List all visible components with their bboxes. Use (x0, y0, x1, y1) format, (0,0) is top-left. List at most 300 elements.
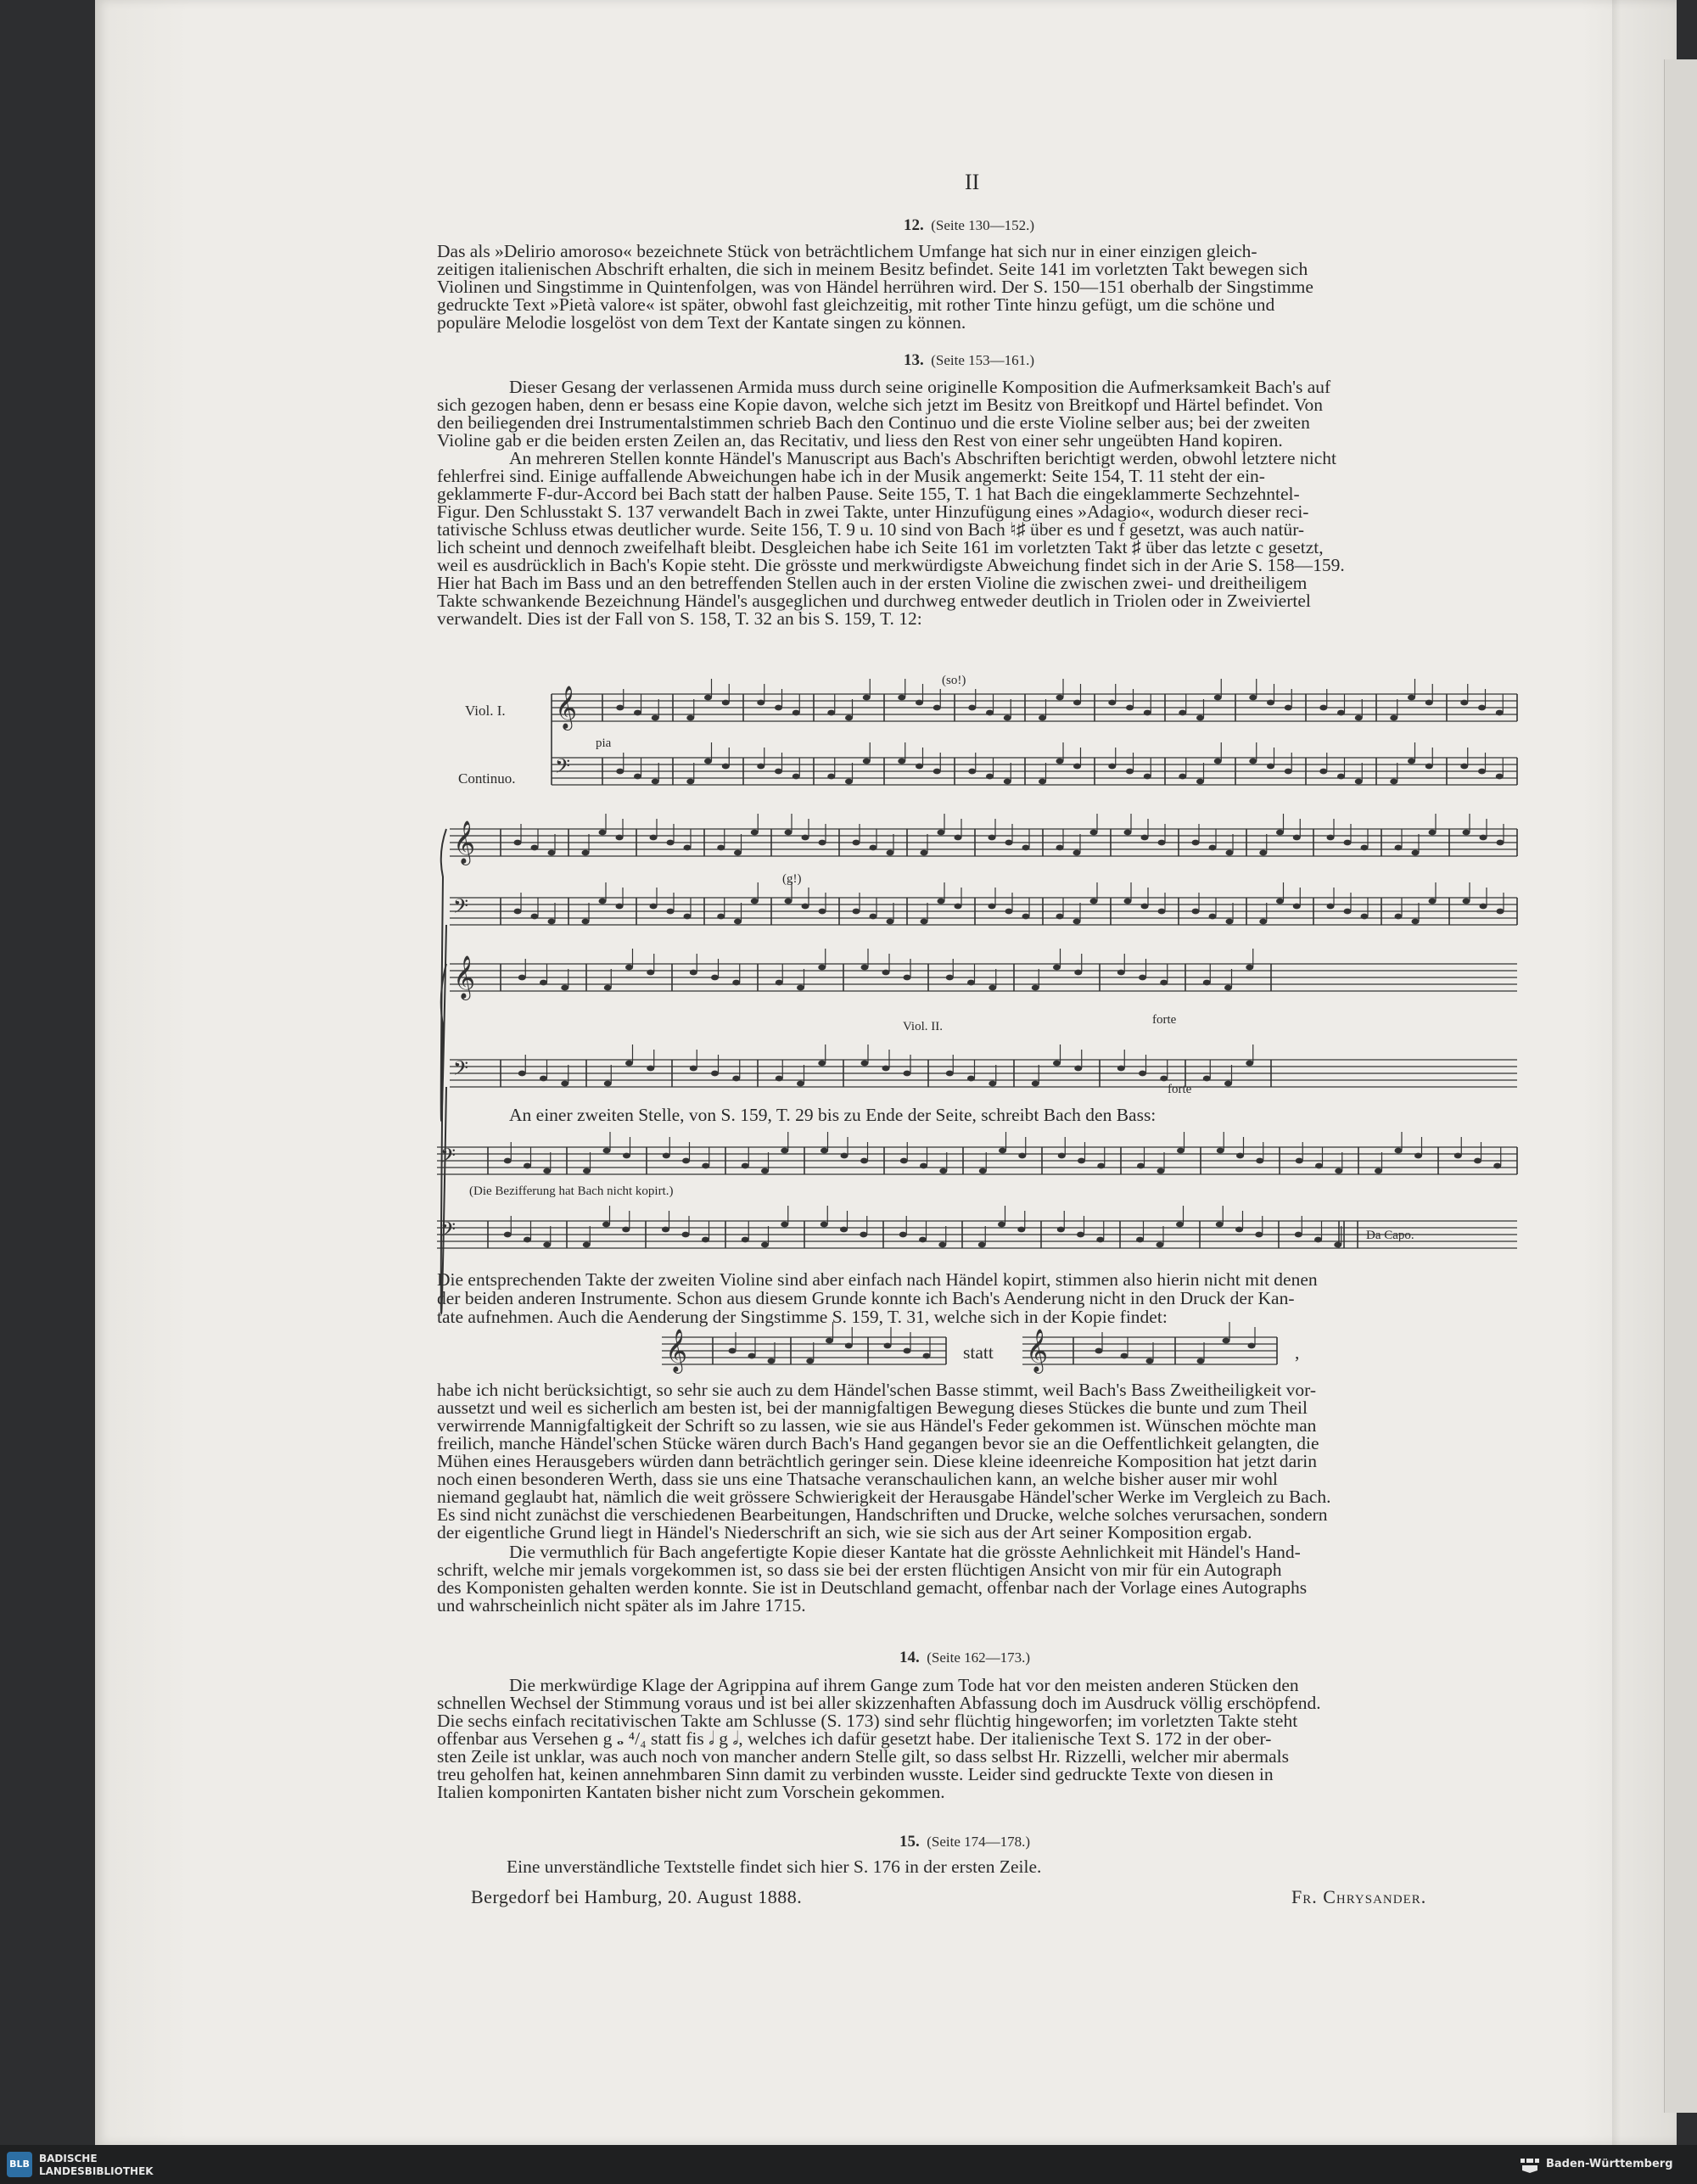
note-head (1073, 764, 1081, 770)
bass-clef: 𝄢 (453, 894, 469, 922)
note-head (1296, 1158, 1303, 1164)
paragraph-line: An mehreren Stellen konnte Händel's Manuscript aus Bach's Abschriften berichtigt werden, obwohl letztere nicht (509, 448, 1336, 468)
note-head (757, 764, 764, 770)
paragraph-line: den beiliegenden drei Instrumentalstimmen schrieb Bach den Continuo und die erste Violine selber aus; bei der zweiten (437, 412, 1310, 433)
note-head (861, 1061, 869, 1067)
note-head (1176, 1222, 1184, 1228)
note-head (1429, 830, 1437, 836)
note-head (514, 840, 522, 846)
paragraph-line: Das als »Delirio amoroso« bezeichnete Stück von beträchtlichem Umfange hat sich nur in einer einzigen gleich- (437, 241, 1257, 261)
note-head (1124, 899, 1132, 904)
note-head (1058, 1153, 1066, 1159)
note-head (904, 1071, 911, 1077)
note-head (514, 909, 522, 915)
note-head (1117, 1066, 1125, 1072)
note-head (761, 1168, 769, 1174)
note-head (820, 1222, 828, 1228)
note-head (1005, 840, 1013, 846)
note-head (1004, 715, 1011, 721)
paragraph-line: schrift, welche mir jemals vorgekommen ist, so dass sie bei der ersten flüchtigen Ansicht von mir für ein Autograph (437, 1560, 1282, 1580)
note-head (1090, 899, 1098, 904)
note-head (863, 695, 871, 701)
paragraph-line: Es sind nicht zunächst die verschiedenen Bearbeitungen, Handschriften und Drucke, welche solches verursachen, sondern (437, 1504, 1328, 1525)
note-head (1236, 1153, 1244, 1159)
note-head (748, 1353, 756, 1359)
note-head (978, 1242, 986, 1248)
note-head (1235, 1227, 1243, 1233)
note-head (1158, 909, 1166, 915)
note-head (732, 1076, 740, 1082)
paragraph-line: Eine unverständliche Textstelle findet sich hier S. 176 in der ersten Zeile. (507, 1856, 1042, 1877)
note-head (785, 899, 792, 904)
note-head (967, 980, 975, 986)
note-head (1108, 700, 1116, 706)
viol2-label: Viol. II. (903, 1020, 944, 1033)
note-head (845, 1343, 853, 1349)
note-head (1425, 764, 1433, 770)
continuo-label: Continuo. (458, 770, 516, 787)
note-head (861, 965, 869, 971)
example-comma: , (1295, 1342, 1300, 1363)
note-head (916, 764, 923, 770)
note-head (1293, 835, 1301, 841)
note-head (531, 914, 539, 920)
note-head (898, 695, 905, 701)
note-head (899, 1232, 907, 1238)
note-head (1177, 1148, 1185, 1154)
note-head (939, 1168, 947, 1174)
note-head (531, 845, 539, 851)
note-head (1117, 970, 1125, 976)
note-head (819, 909, 826, 915)
note-head (1017, 1227, 1025, 1233)
paragraph-line: niemand geglaubt hat, nämlich die weit grössere Schwierigkeit der Herausgabe Händel'scher Werke im Vergleich zu Bach. (437, 1487, 1331, 1507)
note-head (1137, 1163, 1145, 1169)
note-head (751, 899, 759, 904)
paragraph-line: lich scheint und dennoch zweifelhaft bleibt. Desgleichen habe ich Seite 161 im vorletzten Takt ♯ über das letzte c gesetzt, (437, 537, 1324, 557)
note-head (1056, 759, 1064, 764)
note-head (761, 1242, 769, 1248)
note-head (504, 1158, 512, 1164)
note-head (1126, 705, 1134, 711)
paragraph-line: freilich, manche Händel'schen Stücke wären durch Bach's Hand gegangen bevor sie an die Oeffentlichkeit gelangten, die (437, 1433, 1319, 1453)
note-head (1375, 1168, 1382, 1174)
note-head (751, 830, 759, 836)
note-head (870, 845, 877, 851)
note-head (882, 970, 890, 976)
paragraph-line: Die merkwürdige Klage der Agrippina auf ihrem Gange zum Tode hat vor den meisten anderen Stücken den (509, 1675, 1299, 1695)
note-head (1255, 1232, 1263, 1238)
note-head (690, 970, 697, 976)
note-head (1022, 914, 1030, 920)
note-head (1425, 700, 1433, 706)
note-head (548, 850, 556, 856)
paragraph-line: noch einen besonderen Werth, dass sie uns eine Thatsache veranschaulichen kann, an welche bisher auser mir wohl (437, 1469, 1278, 1489)
bass-clef: 𝄢 (440, 1144, 456, 1172)
note-head (1197, 1358, 1205, 1364)
note-head (682, 1158, 690, 1164)
note-head (775, 705, 782, 711)
note-head (647, 970, 654, 976)
paragraph-line: Hier hat Bach im Bass und an den betreffenden Stellen auch in der ersten Violine die zwischen zwei- und dreitheiligem (437, 573, 1308, 593)
note-head (1334, 1242, 1341, 1248)
note-head (647, 1066, 654, 1072)
note-head (1480, 904, 1487, 910)
note-head (870, 914, 877, 920)
note-head (860, 1232, 867, 1238)
note-head (827, 710, 835, 716)
note-head (785, 830, 792, 836)
section-number: 12. (904, 216, 924, 234)
note-head (1496, 710, 1504, 716)
note-head (938, 830, 945, 836)
note-head (792, 710, 800, 716)
note-head (686, 779, 694, 785)
paragraph-line: Dieser Gesang der verlassenen Armida muss durch seine originelle Komposition die Aufmerksamkeit Bach's auf (509, 377, 1331, 397)
note-head (1096, 1237, 1104, 1243)
note-head (625, 965, 633, 971)
note-head (1157, 1168, 1165, 1174)
note-head (938, 899, 945, 904)
note-head (884, 1343, 892, 1349)
note-head (1497, 909, 1504, 915)
note-head (1497, 840, 1504, 846)
section-number: 13. (904, 351, 924, 369)
note-head (1179, 774, 1186, 780)
paragraph-line: der beiden anderen Instrumente. Schon aus diesem Grunde konnte ich Bach's Aenderung nicht in den Druck der Kan- (437, 1288, 1295, 1308)
note-head (1355, 779, 1363, 785)
note-head (616, 904, 624, 910)
note-head (1256, 1158, 1263, 1164)
note-head (1121, 1353, 1129, 1359)
treble-clef: 𝄞 (453, 820, 476, 864)
note-head (1319, 705, 1327, 711)
note-head (920, 1163, 927, 1169)
note-head (717, 845, 725, 851)
note-head (583, 1168, 591, 1174)
partner-name: Baden-Württemberg (1546, 2158, 1673, 2170)
note-head (1039, 779, 1046, 785)
paragraph-line: treu geholfen hat, keinen annehmbaren Sinn damit zu verbinden wusste. Leider sind gedruckte Texte von diesen in (437, 1764, 1274, 1784)
note-head (704, 695, 712, 701)
note-head (1073, 700, 1081, 706)
note-head (1141, 835, 1149, 841)
note-head (863, 759, 871, 764)
note-head (1053, 965, 1061, 971)
note-head (1474, 1158, 1481, 1164)
note-head (604, 985, 612, 991)
note-head (1056, 845, 1064, 851)
note-head (921, 919, 928, 925)
note-head (1276, 830, 1284, 836)
note-head (732, 980, 740, 986)
note-head (616, 769, 624, 775)
dynamic-pia: pia (596, 736, 612, 750)
note-head (1408, 695, 1415, 701)
note-head (1337, 710, 1345, 716)
page-number: II (965, 170, 980, 194)
note-head (722, 764, 730, 770)
note-head (1395, 845, 1403, 851)
note-head (1005, 909, 1013, 915)
note-head (1344, 840, 1352, 846)
note-head (827, 774, 835, 780)
paragraph-line: sich gezogen haben, denn er besass eine Kopie davon, welche sich jetzt im Besitz von Breitkopf und Härtel befindet. Von (437, 395, 1324, 415)
note-head (1285, 705, 1292, 711)
note-head (1214, 695, 1222, 701)
note-head (1216, 1222, 1224, 1228)
paragraph-line: Die entsprechenden Takte der zweiten Violine sind aber einfach nach Händel kopirt, stimmen also hierin nicht mit denen (437, 1269, 1318, 1290)
note-head (1355, 715, 1363, 721)
note-head (702, 1237, 709, 1243)
note-head (1259, 919, 1267, 925)
note-head (819, 840, 826, 846)
note-head (887, 919, 894, 925)
note-head (582, 919, 590, 925)
note-head (820, 1148, 828, 1154)
note-head (1390, 779, 1397, 785)
note-head (1192, 909, 1200, 915)
note-head (845, 715, 853, 721)
note-head (1073, 919, 1081, 925)
note-head (1454, 1153, 1462, 1159)
note-head (986, 774, 994, 780)
note-head (1039, 715, 1046, 721)
note-head (933, 705, 941, 711)
note-head (1246, 1061, 1253, 1067)
note-head (1209, 914, 1217, 920)
note-head (775, 769, 782, 775)
note-head (1249, 759, 1257, 764)
note-head (1160, 980, 1168, 986)
note-head (603, 1148, 611, 1154)
note-head (524, 1237, 531, 1243)
note-head (504, 1232, 512, 1238)
note-head (986, 710, 994, 716)
note-head (561, 1081, 568, 1087)
note-head (1395, 1148, 1403, 1154)
note-head (734, 850, 742, 856)
note-head (1335, 1168, 1342, 1174)
paragraph-line: Violinen und Singstimme in Quintenfolgen, was von Händel herrühren wird. Der S. 150—151 oberhalb der Singstimme (437, 277, 1313, 297)
note-head (1496, 774, 1504, 780)
note-head (792, 774, 800, 780)
note-head (1412, 850, 1420, 856)
paragraph-line: und wahrscheinlich nicht später als im Jahre 1715. (437, 1595, 806, 1616)
note-head (1217, 1148, 1224, 1154)
note-head (1327, 835, 1335, 841)
note-head (898, 759, 905, 764)
note-head (717, 914, 725, 920)
note-head (1463, 899, 1470, 904)
note-head (561, 985, 568, 991)
note-head (904, 975, 911, 981)
note-head (1078, 1158, 1085, 1164)
treble-clef: 𝄞 (1026, 1329, 1049, 1372)
note-head (998, 1222, 1005, 1228)
note-head (1276, 899, 1284, 904)
note-head (1478, 769, 1486, 775)
note-head (1095, 1348, 1103, 1354)
note-head (650, 904, 658, 910)
paragraph-line: sten Zeile ist unklar, was auch noch von mancher andern Stelle gilt, so dass selbst Hr. Rizzelli, welcher mir abermals (437, 1746, 1289, 1767)
note-head (1160, 1076, 1168, 1082)
note-head (634, 710, 641, 716)
note-head (622, 1227, 630, 1233)
note-head (686, 715, 694, 721)
state-emblem-icon (1519, 2155, 1541, 2174)
note-head (702, 1163, 709, 1169)
note-head (1493, 1163, 1501, 1169)
note-head (757, 700, 764, 706)
note-head (916, 700, 923, 706)
note-head (1460, 700, 1468, 706)
paragraph-line: fehlerfrei sind. Einige auffallende Abweichungen habe ich in der Musik angemerkt: Seite 154, T. 11 steht der ein- (437, 466, 1265, 486)
section-pages: (Seite 174—178.) (927, 1834, 1031, 1850)
note-head (684, 845, 692, 851)
note-head (1004, 779, 1011, 785)
note-head (684, 914, 692, 920)
note-head (667, 840, 675, 846)
paragraph-line: Italien komponirten Kantaten bisher nicht zum Vorschein gekommen. (437, 1782, 945, 1802)
note-head (722, 700, 730, 706)
annotation-g: (g!) (782, 872, 802, 886)
paragraph-line: gedruckte Text »Pietà valore« ist später, obwohl fast gleichzeitig, mit rother Tinte hinzu gefügt, um die schöne und (437, 294, 1275, 315)
note-head (1018, 1153, 1026, 1159)
bass-clef: 𝄢 (453, 1056, 469, 1084)
section-number: 14. (899, 1649, 920, 1666)
note-head (806, 1358, 814, 1364)
note-head (742, 1163, 749, 1169)
treble-clef: 𝄞 (555, 686, 578, 729)
note-head (1390, 715, 1397, 721)
note-head (781, 1222, 788, 1228)
note-head (989, 904, 996, 910)
paragraph-line: geklammerte F-dur-Accord bei Bach statt der halben Pause. Seite 155, T. 1 hat Bach die eingeklammerte Sechzehntel- (437, 484, 1300, 504)
note-head (548, 919, 556, 925)
note-head (1361, 845, 1369, 851)
treble-clef: 𝄞 (453, 955, 476, 999)
note-head (667, 909, 675, 915)
note-head (1248, 1343, 1256, 1349)
note-head (845, 779, 853, 785)
note-head (663, 1153, 670, 1159)
paragraph-line: verwirrende Mannigfaltigkeit der Schrift so zu lassen, wie sie aus Händel's Feder gekommen ist. Wünschen möchte man (437, 1415, 1317, 1436)
note-head (604, 1081, 612, 1087)
note-head (1224, 985, 1232, 991)
bass-clef: 𝄢 (555, 754, 571, 782)
note-head (919, 1237, 927, 1243)
note-head (1327, 904, 1335, 910)
note-head (543, 1168, 551, 1174)
paragraph-line: zeitigen italienischen Abschrift erhalten, die sich in meinem Besitz befindet. Seite 141 im vorletzten Takt bewegen sich (437, 259, 1308, 279)
library-name-line1: BADISCHE (39, 2153, 98, 2164)
note-head (1463, 830, 1470, 836)
note-head (1203, 1076, 1211, 1082)
note-head (967, 1076, 975, 1082)
note-head (1203, 980, 1211, 986)
note-head (946, 975, 954, 981)
paragraph-line: offenbar aus Versehen g 𝅝 ⁴/₄ statt fis 𝅗𝅥 g 𝅗𝅥, welches ich dafür gesetzt habe. Der italienische Text S. 172 in der ober- (437, 1728, 1272, 1749)
paragraph-line: tate aufnehmen. Auch die Aenderung der Singstimme S. 159, T. 31, welche sich in der Kopie findet: (437, 1307, 1168, 1327)
note-head (802, 835, 809, 841)
note-head (1057, 1227, 1065, 1233)
note-head (1267, 764, 1274, 770)
paragraph-line: schnellen Wechsel der Stimmung voraus und ist bei aller skizzenhaften Abfassung doch im Ausdruck völlig erschöpfend. (437, 1693, 1321, 1713)
note-head (921, 850, 928, 856)
note-head (1246, 965, 1253, 971)
note-head (781, 1148, 788, 1154)
library-logo[interactable]: BLB (7, 2152, 32, 2177)
note-head (1408, 759, 1415, 764)
note-head (1053, 1061, 1061, 1067)
paragraph-line: verwandelt. Dies ist der Fall von S. 158, T. 32 an bis S. 159, T. 12: (437, 608, 922, 629)
note-head (853, 909, 860, 915)
note-head (1090, 830, 1098, 836)
annotation-so: (so!) (942, 674, 966, 687)
note-head (1108, 764, 1116, 770)
note-head (955, 904, 962, 910)
note-head (989, 1081, 996, 1087)
note-head (1293, 904, 1301, 910)
note-head (989, 985, 996, 991)
footer-bar (0, 2145, 1697, 2184)
note-head (968, 705, 976, 711)
section-pages: (Seite 153—161.) (931, 352, 1035, 368)
bass-clef: 𝄢 (440, 1218, 456, 1246)
note-head (1337, 774, 1345, 780)
note-head (1223, 1338, 1230, 1344)
note-head (1267, 700, 1274, 706)
note-head (1124, 830, 1132, 836)
note-head (989, 835, 996, 841)
note-head (704, 759, 712, 764)
note-head (682, 1232, 690, 1238)
da-capo-mark: Da Capo. (1366, 1229, 1414, 1242)
note-head (625, 1061, 633, 1067)
note-head (1074, 1066, 1082, 1072)
note-head (853, 840, 860, 846)
note-head (1196, 715, 1204, 721)
note-head (946, 1071, 954, 1077)
paragraph-line: Die vermuthlich für Bach angefertigte Kopie dieser Kantate hat die grösste Aehnlichkeit mit Händel's Hand- (509, 1542, 1301, 1562)
note-head (742, 1237, 749, 1243)
note-head (1259, 850, 1267, 856)
note-head (616, 705, 624, 711)
note-head (599, 830, 607, 836)
note-head (860, 1158, 868, 1164)
note-head (1395, 914, 1403, 920)
note-head (1478, 705, 1486, 711)
note-head (1480, 835, 1487, 841)
note-head (1056, 695, 1064, 701)
note-head (1144, 710, 1151, 716)
note-head (518, 1071, 526, 1077)
note-head (938, 1242, 946, 1248)
note-head (518, 975, 526, 981)
note-head (1285, 769, 1292, 775)
paragraph-line: tativische Schluss etwas deutlicher wurde. Seite 156, T. 9 u. 10 sind von Bach ♮♯ über es und f gesetzt, was auch natür- (437, 519, 1305, 540)
note-head (776, 1076, 783, 1082)
note-head (582, 850, 590, 856)
signature: Fr. Chrysander. (1291, 1886, 1427, 1907)
note-head (734, 919, 742, 925)
paragraph-line: habe ich nicht berücksichtigt, so sehr sie auch zu dem Händel'schen Basse stimmt, weil Bach's Bass Zweitheiligkeit vor- (437, 1380, 1317, 1400)
note-head (1344, 909, 1352, 915)
note-head (841, 1153, 848, 1159)
note-head (1295, 1232, 1302, 1238)
note-head (623, 1153, 630, 1159)
